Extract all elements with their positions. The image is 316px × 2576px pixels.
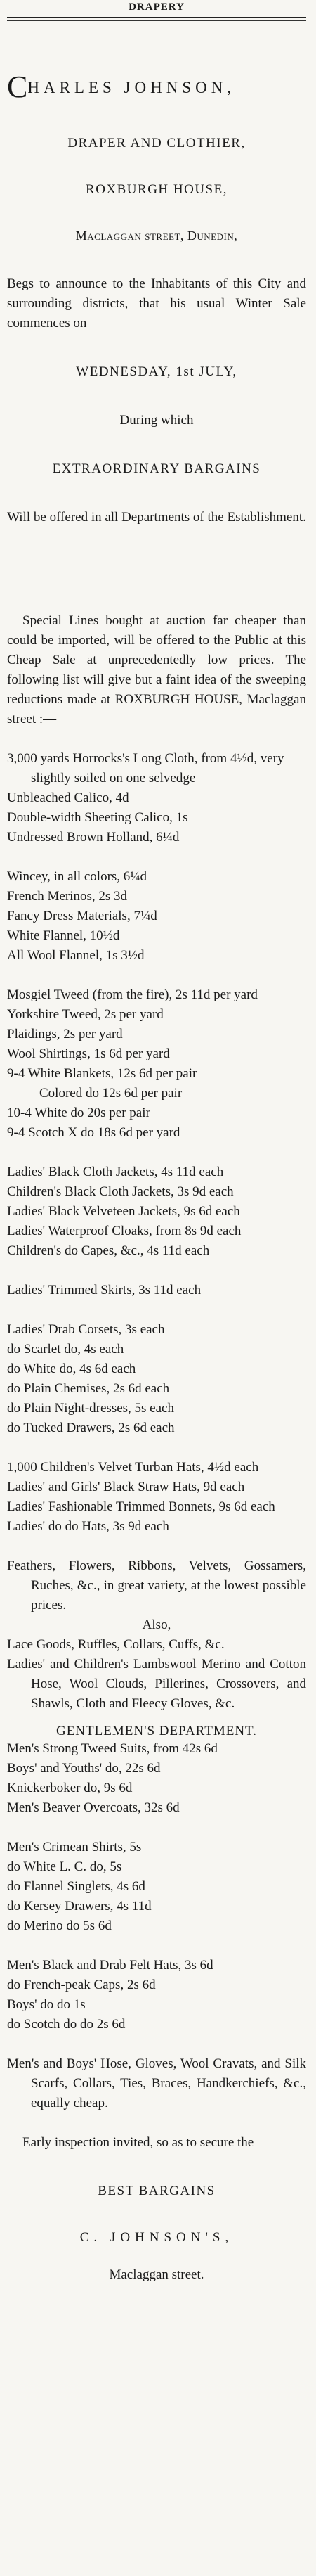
firm-name [7,69,306,105]
list-item: Yorkshire Tweed, 2s per yard [7,1007,164,1022]
list-item: do Scotch do do 2s 6d [7,2017,126,2032]
intro-paragraph: Begs to announce to the Inhabitants of this City and surrounding districts, that his usual Winter Sale commences on [7,276,306,331]
list-item: do French-peak Caps, 2s 6d [7,1978,156,1992]
list-item: Feathers, Flowers, Ribbons, Velvets, Gossamers, Ruches, &c., in great variety, at the lowest possible prices. [7,1558,306,1613]
list-item: 9-4 White Blankets, 12s 6d per pair [7,1066,197,1081]
list-item: Children's Black Cloth Jackets, 3s 9d each [7,1184,234,1199]
list-item: Men's Beaver Overcoats, 32s 6d [7,1800,180,1815]
list-item: Fancy Dress Materials, 7¼d [7,909,157,923]
list-group-jackets [7,1162,306,1261]
gents-department-heading: GENTLEMEN'S DEPARTMENT. [55,1724,257,1738]
list-item: do Merino do 5s 6d [7,1918,112,1933]
list-item: do Kersey Drawers, 4s 11d [7,1899,152,1914]
list-item: do Plain Night-dresses, 5s each [7,1401,174,1416]
list-item: Wool Shirtings, 1s 6d per yard [7,1046,170,1061]
during-which: During which [119,413,194,428]
list-item: 9-4 Scotch X do 18s 6d per yard [7,1125,180,1140]
list-item: Ladies' do do Hats, 3s 9d each [7,1519,169,1534]
closing-line: Early inspection invited, so as to secure the [22,2135,254,2150]
list-item: Boys' do do 1s [7,1997,86,2012]
firm-initial: C [7,70,28,104]
special-lines-paragraph: Special Lines bought at auction far cheaper than could be imported, will be offered to the Public at this Cheap Sale at unprecedentedly low prices. The following list will give but a faint idea of the sweeping reductions made at ROXBURGH HOUSE, Maclaggan street :— [7,613,306,726]
list-item: Children's do Capes, &c., 4s 11d each [7,1243,210,1258]
list-item: Men's Crimean Shirts, 5s [7,1840,142,1854]
list-item: do Scarlet do, 4s each [7,1342,124,1357]
list-item: Lace Goods, Ruffles, Collars, Cuffs, &c. [7,1637,225,1652]
list-group-skirts [7,1281,306,1300]
list-item: Colored do 12s 6d per pair [39,1086,183,1101]
list-item: Ladies' Black Velveteen Jackets, 9s 6d each [7,1204,240,1219]
list-item: Knickerboker do, 9s 6d [7,1781,133,1795]
list-item: Ladies' and Children's Lambswool Merino and Cotton Hose, Wool Clouds, Pillerines, Crossovers, and Shawls, Cloth and Fleecy Gloves, &c. [7,1657,306,1711]
list-item: Ladies' Drab Corsets, 3s each [7,1322,165,1337]
list-item: All Wool Flannel, 1s 3½d [7,948,145,963]
list-item: Ladies' and Girls' Black Straw Hats, 9d each [7,1480,245,1494]
list-item: Plaidings, 2s per yard [7,1027,123,1042]
list-item: French Merinos, 2s 3d [7,889,127,904]
offered-paragraph: Will be offered in all Departments of the Establishment. [7,510,306,525]
list-item: Men's Strong Tweed Suits, from 42s 6d [7,1741,218,1756]
firm-name-rest: HARLES JOHNSON, [27,79,236,96]
list-item: do Plain Chemises, 2s 6d each [7,1381,170,1396]
bargains-heading: EXTRAORDINARY BARGAINS [52,461,261,476]
list-group-feathers [7,1556,306,1615]
list-item: Ladies' Trimmed Skirts, 3s 11d each [7,1283,202,1297]
list-group-corsets [7,1320,306,1438]
list-item: Men's and Boys' Hose, Gloves, Wool Cravats, and Silk Scarfs, Collars, Ties, Braces, Handkerchiefs, &c., equally cheap. [7,2056,306,2110]
list-item: Mosgiel Tweed (from the fire), 2s 11d per yard [7,987,258,1002]
list-item: Undressed Brown Holland, 6¼d [7,830,180,845]
list-item: Boys' and Youths' do, 22s 6d [7,1761,161,1776]
list-item: 1,000 Children's Velvet Turban Hats, 4½d each [7,1460,259,1475]
section-header: DRAPERY [7,0,306,18]
list-item: Unbleached Calico, 4d [7,790,129,805]
list-item: Ladies' Waterproof Cloaks, from 8s 9d each [7,1224,242,1238]
list-group-lace [7,1635,306,1714]
list-item: Ladies' Black Cloth Jackets, 4s 11d each [7,1165,224,1179]
list-group-tweed [7,985,306,1143]
address-line: Maclaggan street. [109,2267,204,2282]
list-group-flannel [7,867,306,966]
divider [7,20,306,21]
sale-date: WEDNESDAY, 1st JULY, [76,364,237,379]
trade-line: DRAPER AND CLOTHIER, [67,136,246,150]
list-group-felt-hats [7,1956,306,2034]
list-group-shirts [7,1838,306,1936]
house-name: ROXBURGH HOUSE, [86,182,228,197]
list-item: Double-width Sheeting Calico, 1s [7,810,188,825]
list-item: 10-4 White do 20s per pair [7,1106,150,1120]
also-line: Also, [142,1617,171,1632]
best-bargains: BEST BARGAINS [98,2184,216,2198]
signature: C. JOHNSON'S, [79,2230,234,2245]
list-item: do White L. C. do, 5s [7,1859,122,1874]
list-group-hose [7,2054,306,2113]
list-group-calico [7,749,306,847]
list-group-hats [7,1458,306,1537]
street-address: Maclaggan street, Dunedin, [75,229,238,243]
list-item: White Flannel, 10½d [7,928,120,943]
list-item: Wincey, in all colors, 6¼d [7,869,147,884]
list-item: do Flannel Singlets, 4s 6d [7,1879,145,1894]
list-item: do White do, 4s 6d each [7,1361,136,1376]
list-item: Ladies' Fashionable Trimmed Bonnets, 9s 6d each [7,1499,275,1514]
list-item: do Tucked Drawers, 2s 6d each [7,1421,175,1435]
list-item: Men's Black and Drab Felt Hats, 3s 6d [7,1958,213,1973]
list-item: 3,000 yards Horrocks's Long Cloth, from 4½d, very slightly soiled on one selvedge [7,751,284,786]
list-group-suits [7,1739,306,1818]
